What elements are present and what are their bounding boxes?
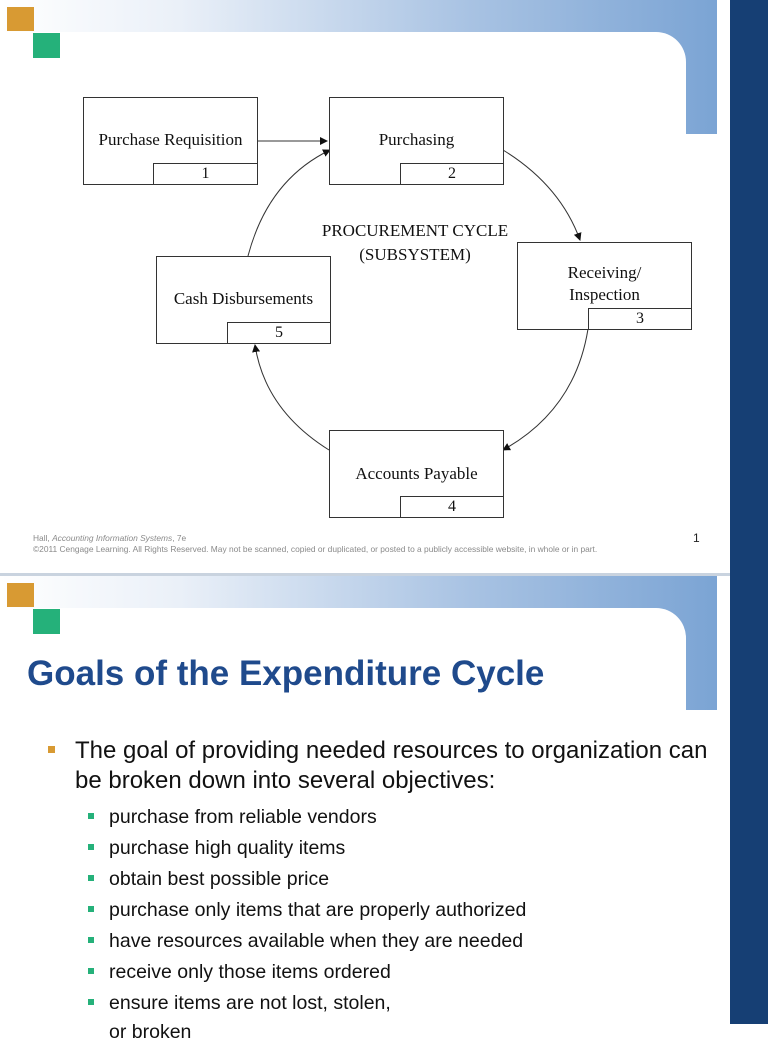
cycle-title-line-1: PROCUREMENT CYCLE (321, 221, 509, 240)
main-bullet (48, 736, 718, 796)
list-item-text: receive only those items ordered (109, 961, 391, 983)
slide-footer (33, 533, 597, 555)
list-item-text: purchase only items that are properly authorized (109, 899, 527, 921)
node-purchase-requisition (83, 97, 258, 185)
node-label: Cash Disbursements (173, 289, 314, 308)
procurement-cycle-diagram (0, 0, 730, 530)
objectives-list (88, 802, 718, 1045)
sub-bullet-icon (88, 813, 94, 819)
node-label: Receiving/ Inspection (567, 263, 642, 304)
sub-bullet-icon (88, 844, 94, 850)
orange-square-icon (7, 583, 34, 607)
list-item (88, 833, 718, 864)
slide-title: Goals of the Expenditure Cycle (27, 654, 545, 693)
list-item-text: obtain best possible price (109, 868, 330, 890)
node-number: 1 (153, 163, 258, 185)
sub-bullet-icon (88, 937, 94, 943)
footer-book-title: Accounting Information Systems (52, 533, 173, 543)
list-item (88, 926, 718, 957)
main-bullet-text: The goal of providing needed resources to organization can be broken down into several objectives: (75, 737, 708, 794)
sub-bullet-icon (88, 968, 94, 974)
list-item-text: purchase from reliable vendors (109, 806, 377, 828)
right-sidebar-bar (730, 0, 768, 1024)
cycle-title (300, 219, 530, 267)
page-number: 1 (693, 531, 700, 545)
list-item (88, 957, 718, 988)
list-item (88, 802, 718, 833)
node-number: 4 (400, 496, 504, 518)
list-item (88, 864, 718, 895)
sub-bullet-icon (88, 999, 94, 1005)
list-item-continuation (88, 1019, 718, 1045)
node-purchasing (329, 97, 504, 185)
node-cash-disbursements (156, 256, 331, 344)
sub-bullet-icon (88, 875, 94, 881)
node-receiving-inspection (517, 242, 692, 330)
node-label: Accounts Payable (355, 464, 478, 483)
list-item-text: purchase high quality items (109, 837, 346, 859)
footer-prefix: Hall, (33, 533, 53, 543)
list-item (88, 895, 718, 926)
green-square-icon (33, 609, 60, 634)
node-number: 3 (588, 308, 692, 330)
footer-copyright: ©2011 Cengage Learning. All Rights Reserved. May not be scanned, copied or duplicated, or posted to a publicly accessible website, in whole or in part. (33, 544, 598, 554)
arrow-payables-to-disbursements (255, 345, 329, 450)
list-item-text: or broken (109, 1021, 192, 1043)
list-item-text: have resources available when they are needed (109, 930, 524, 952)
footer-edition: , 7e (172, 533, 187, 543)
node-number: 5 (227, 322, 331, 344)
slide-2 (0, 576, 730, 1043)
list-item-text: ensure items are not lost, stolen, (109, 992, 391, 1014)
bullet-marker-icon (48, 746, 55, 753)
sub-bullet-icon (88, 906, 94, 912)
node-label: Purchasing (378, 130, 455, 149)
node-label: Purchase Requisition (98, 130, 243, 149)
cycle-title-line-2: (SUBSYSTEM) (359, 245, 471, 264)
node-accounts-payable (329, 430, 504, 518)
arrow-receiving-to-payables (503, 329, 588, 450)
node-number: 2 (400, 163, 504, 185)
list-item (88, 988, 718, 1019)
